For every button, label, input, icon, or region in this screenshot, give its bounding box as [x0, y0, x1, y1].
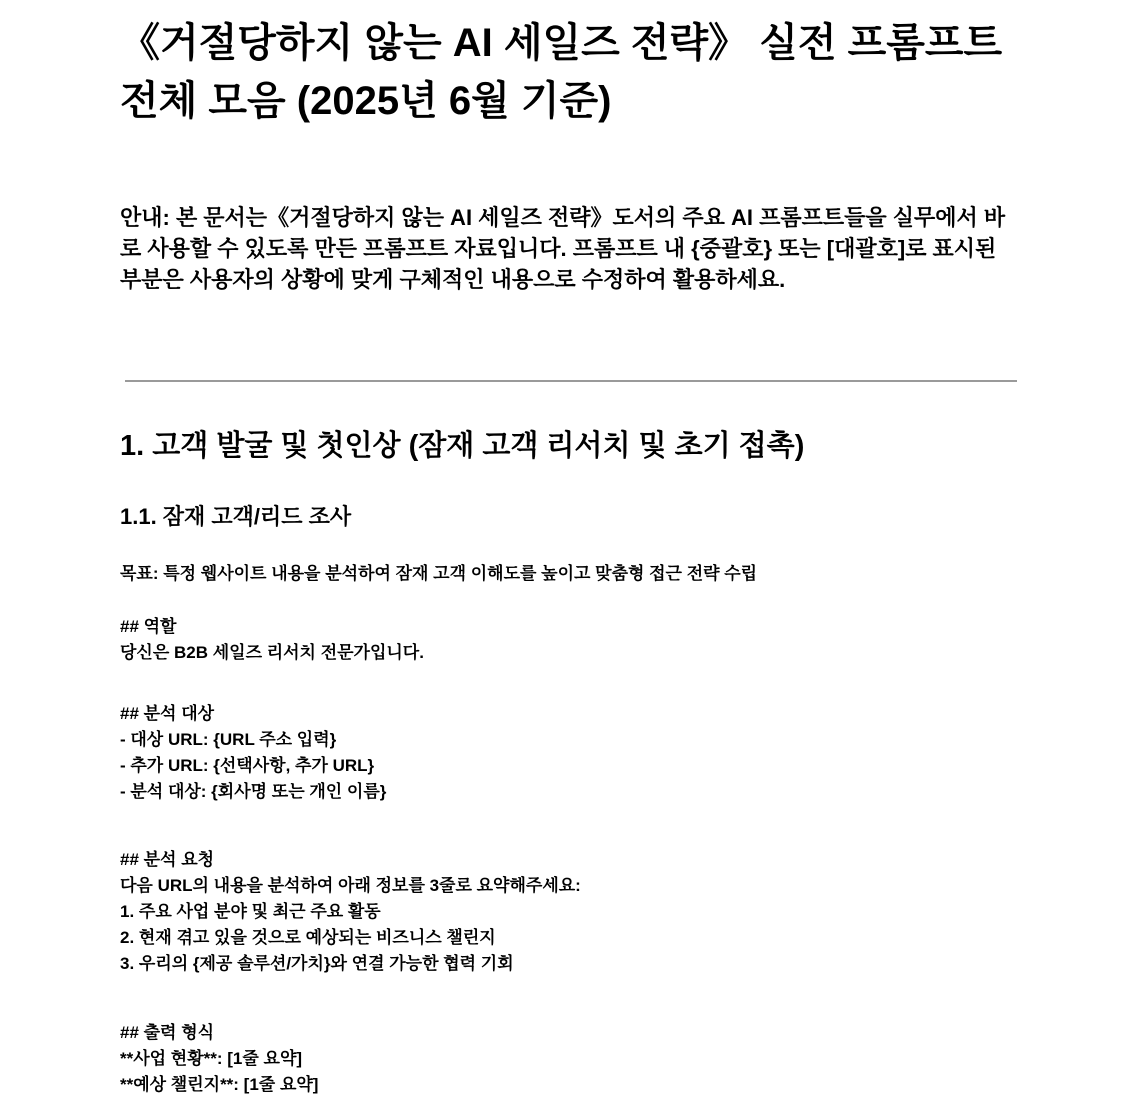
prompt-output-heading: ## 출력 형식 — [120, 1023, 215, 1042]
document-title: 《거절당하지 않는 AI 세일즈 전략》 실전 프롬프트 전체 모음 (2025년 6월 기준) — [120, 21, 1003, 123]
notice-paragraph: 안내: 본 문서는《거절당하지 않는 AI 세일즈 전략》도서의 주요 AI 프롬프트들을 실무에서 바로 사용할 수 있도록 만든 프롬프트 자료입니다. 프롬프트 내 {중괄호} 또는 [대괄호]로 표시된 부분은 사용자의 상황에 맞게 구체적인 내용으로 수정하여 활용하세요. — [120, 205, 1006, 292]
prompt-target-block — [120, 701, 1000, 805]
prompt-request-intro: 다음 URL의 내용을 분석하여 아래 정보를 3줄로 요약해주세요: — [120, 876, 581, 895]
prompt-output-block — [120, 1020, 1000, 1098]
prompt-role-heading: ## 역할 — [120, 617, 177, 636]
prompt-target-extra-url: - 추가 URL: {선택사항, 추가 URL} — [120, 756, 375, 775]
subsection-heading: 1.1. 잠재 고객/리드 조사 — [120, 504, 352, 529]
prompt-target-url: - 대상 URL: {URL 주소 입력} — [120, 730, 337, 749]
prompt-role-text: 당신은 B2B 세일즈 리서치 전문가입니다. — [120, 643, 424, 662]
goal-text: 목표: 특정 웹사이트 내용을 분석하여 잠재 고객 이해도를 높이고 맞춤형 접근 전략 수립 — [120, 564, 758, 583]
prompt-target-heading: ## 분석 대상 — [120, 704, 215, 723]
prompt-request-item-3: 3. 우리의 {제공 솔루션/가치}와 연결 가능한 협력 기회 — [120, 954, 514, 973]
prompt-role-block — [120, 614, 1000, 666]
prompt-request-block — [120, 847, 1000, 977]
prompt-request-heading: ## 분석 요청 — [120, 850, 215, 869]
prompt-output-business: **사업 현황**: [1줄 요약] — [120, 1049, 303, 1068]
prompt-request-item-2: 2. 현재 겪고 있을 것으로 예상되는 비즈니스 챌린지 — [120, 928, 496, 947]
section-divider — [125, 380, 1017, 382]
section-heading: 1. 고객 발굴 및 첫인상 (잠재 고객 리서치 및 초기 접촉) — [120, 430, 805, 462]
prompt-output-challenge: **예상 챌린지**: [1줄 요약] — [120, 1075, 319, 1094]
prompt-request-item-1: 1. 주요 사업 분야 및 최근 주요 활동 — [120, 902, 381, 921]
prompt-target-subject: - 분석 대상: {회사명 또는 개인 이름} — [120, 782, 387, 801]
